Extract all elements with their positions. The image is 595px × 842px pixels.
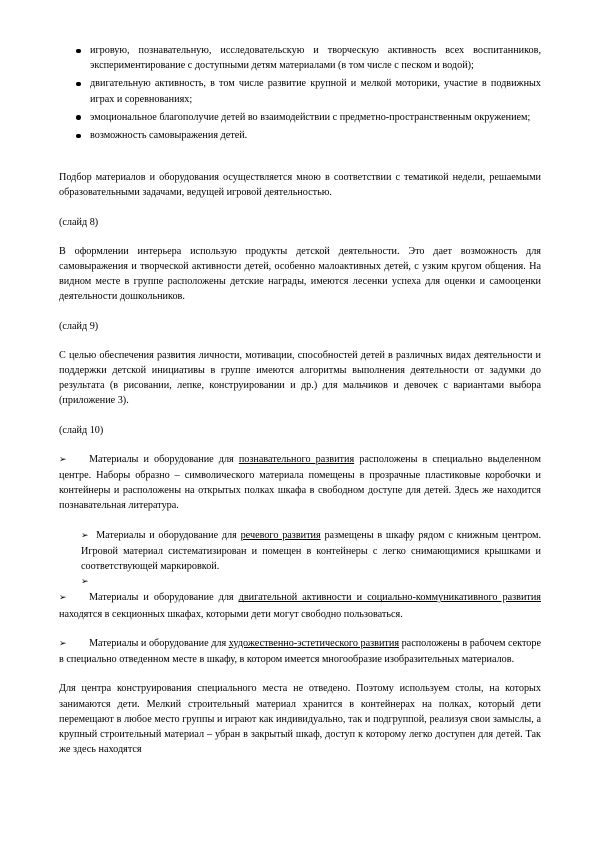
paragraph-purpose: С целью обеспечения развития личности, мотивации, способностей детей в различных видах деятельности и поддержки детской инициативы в группе имеются алгоритмы выполнения деятельности от задумки до результата (в рисовании, лепке, конструировании и др.) для мальчиков и девочек с вариантами выбора (приложение 3).	[59, 349, 541, 407]
document-body	[59, 43, 541, 757]
arrow-bullet-icon: ➢	[59, 638, 67, 649]
list-item: двигательную активность, в том числе развитие крупной и мелкой моторики, участие в подвижных играх и соревнованиях;	[59, 76, 541, 106]
arrow-bullet-icon: ➢	[81, 577, 89, 588]
paragraph-material-selection: Подбор материалов и оборудования осуществляется мною в соответствии с тематикой недели, решаемыми образовательными задачами, ведущей игровой деятельностью.	[59, 172, 541, 199]
bullet-icon	[76, 134, 81, 139]
bullet-list	[59, 43, 541, 143]
slide-label-10: (слайд 10)	[59, 424, 104, 436]
list-item: игровую, познавательную, исследовательскую и творческую активность всех воспитанников, экспериментирование с доступными детям материалами (в том числе с песком и водой);	[59, 43, 541, 73]
list-item: эмоциональное благополучие детей во взаимодействии с предметно-пространственным окружением;	[59, 110, 541, 125]
paragraph-construction-center: Для центра конструирования специального места не отведено. Поэтому используем столы, на которых занимаются дети. Мелкий строительный материал хранится в контейнерах на полках, который дети перемещают в любое место группы и играют как индивидуально, так и подгруппой, реализуя свои замыслы, а крупный строительный материал – убран в закрытый шкаф, доступ к которому легко доступен для детей. Так же здесь находятся	[59, 683, 541, 756]
arrow-bullet-icon: ➢	[59, 454, 67, 465]
paragraph-cognitive-development: ➢ Материалы и оборудование для познавательного развития расположены в специально выделенном центре. Наборы образно – символического материала помещены в прозрачные пластиковые коробочки и контейнеры и расположены на открытых полках шкафа в свободном доступе для детей. Здесь же находится познавательная литература.	[59, 453, 541, 512]
arrow-bullet-icon: ➢	[59, 593, 67, 604]
empty-arrow-item	[59, 574, 541, 590]
slide-label-9: (слайд 9)	[59, 320, 99, 332]
paragraph-interior: В оформлении интерьера использую продукты детской деятельности. Это дает возможность для самовыражения и творческой активности детей, особенно малоактивных детей, с узким кругом общения. На видном месте в группе расположены детские награды, имеются лесенки успеха для оценки и самооценки деятельности дошкольников.	[59, 245, 541, 303]
paragraph-speech-development: ➢ Материалы и оборудование для речевого развития размещены в шкафу рядом с книжным центром. Игровой материал систематизирован и помещен в контейнеры с легко снимающимися крышками и соответствующей маркировкой.	[81, 529, 542, 573]
slide-label-8: (слайд 8)	[59, 216, 99, 228]
arrow-bullet-icon: ➢	[81, 530, 89, 541]
bullet-icon	[76, 115, 81, 120]
bullet-icon	[76, 82, 81, 87]
bullet-icon	[76, 49, 81, 54]
paragraph-social-development: ➢ Материалы и оборудование для двигательной активности и социально-коммуникативного развития находятся в секционных шкафах, которыми дети могут свободно пользоваться.	[59, 592, 541, 620]
paragraph-art-development: ➢ Материалы и оборудование для художественно-эстетического развития расположены в рабочем секторе в специально отведенном месте в шкафу, в котором имеется многообразие изобразительных материалов.	[59, 637, 541, 666]
list-item: возможность самовыражения детей.	[59, 128, 541, 143]
